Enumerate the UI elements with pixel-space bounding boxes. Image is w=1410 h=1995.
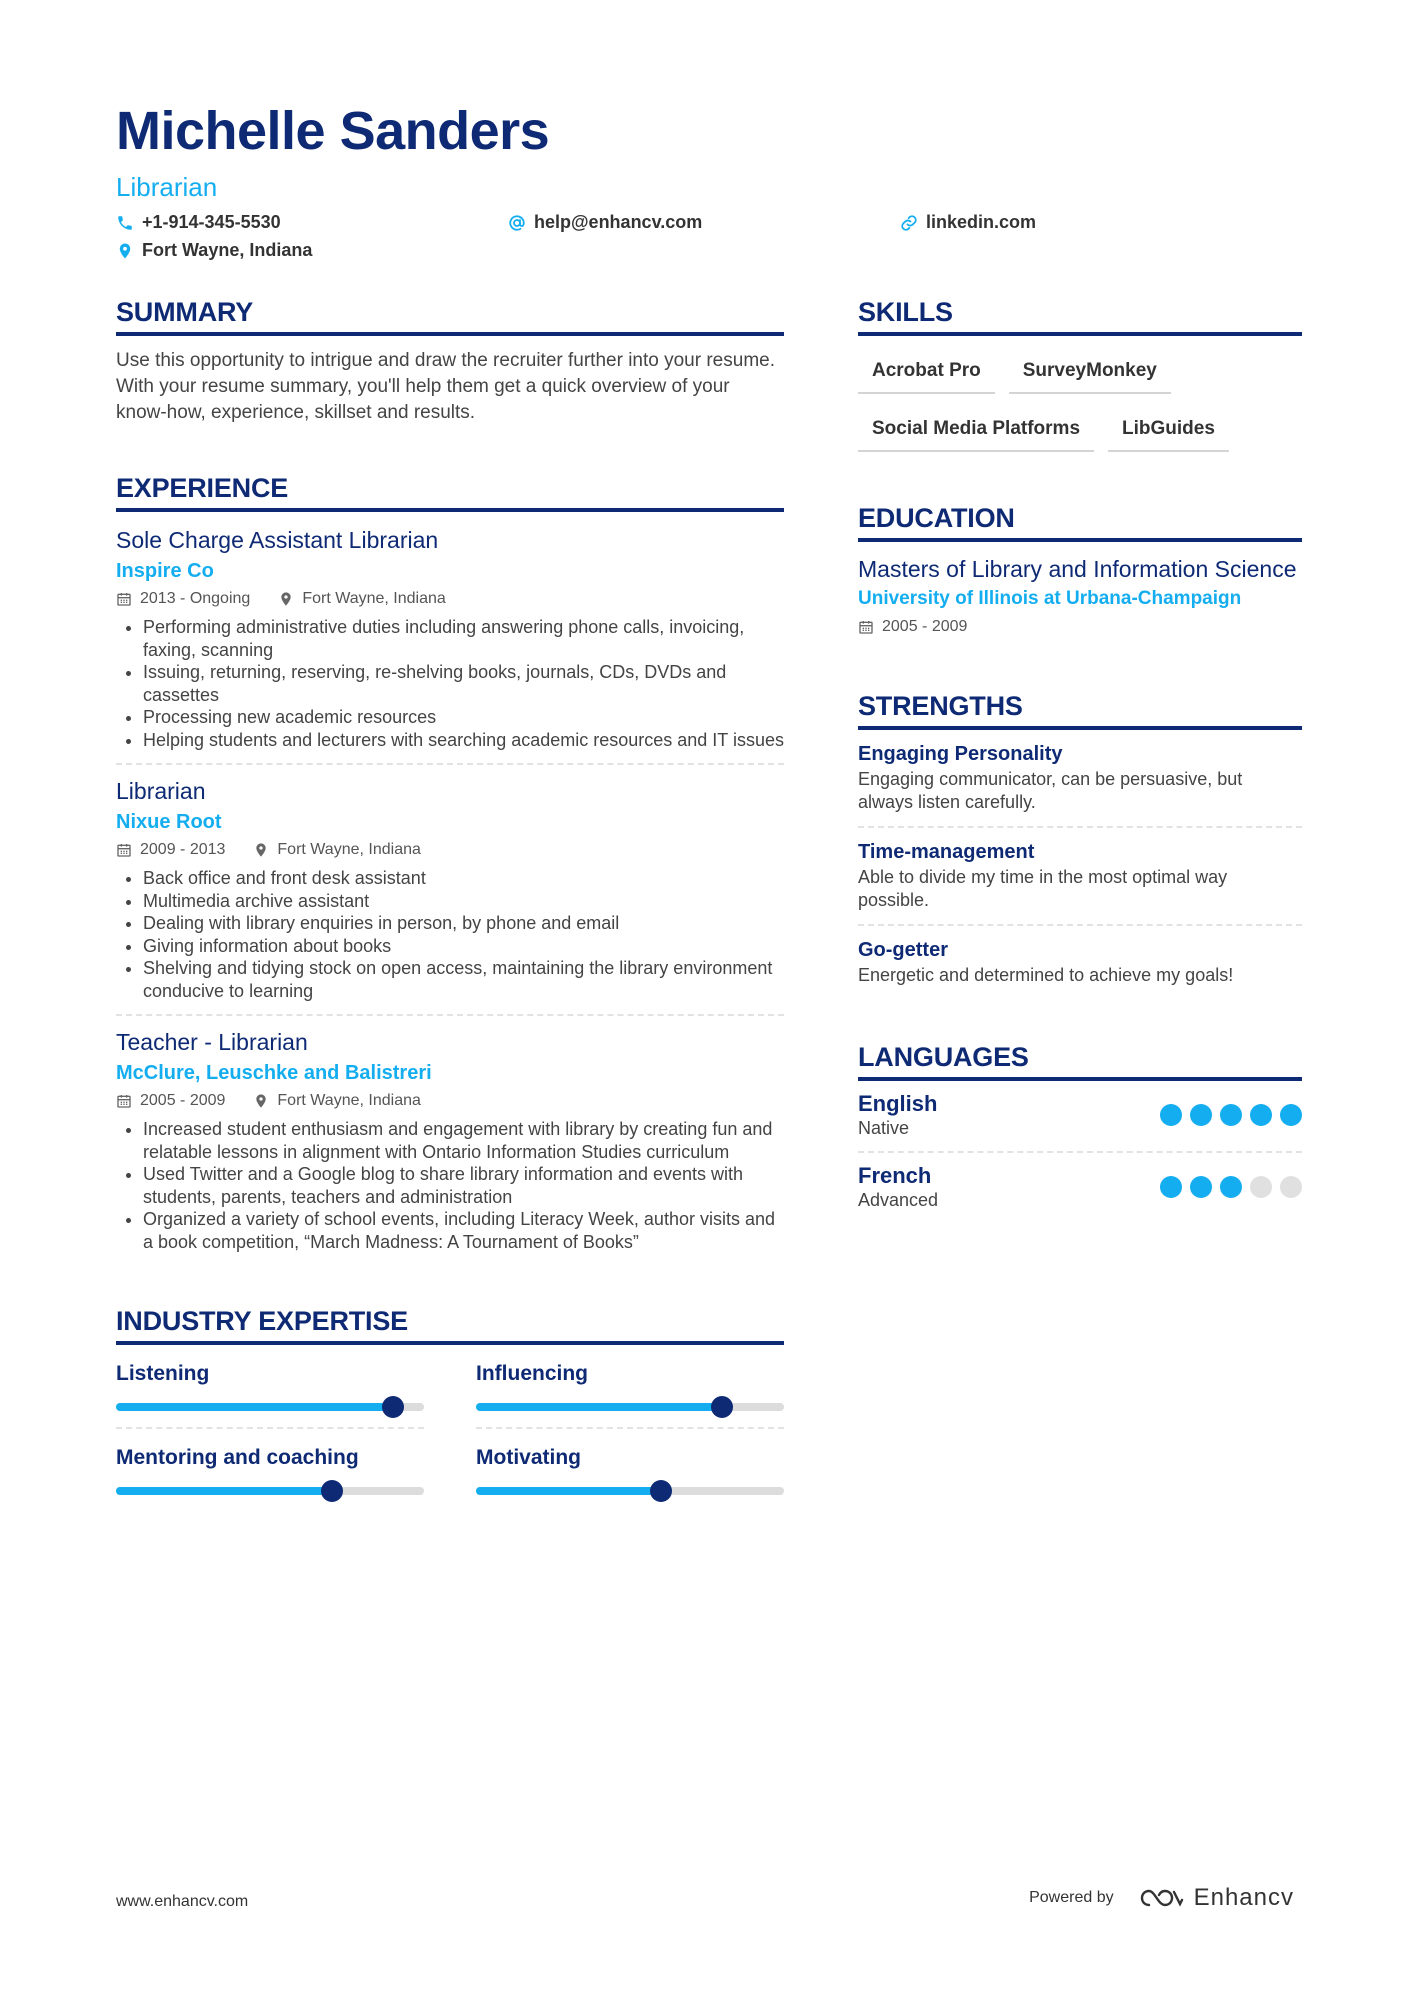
calendar-icon xyxy=(116,591,132,607)
experience-entry xyxy=(116,763,784,1014)
rating-dot xyxy=(1160,1176,1182,1198)
linkedin-text: linkedin.com xyxy=(926,212,1037,232)
education-dates: 2005 - 2009 xyxy=(882,618,968,635)
strength-desc: Able to divide my time in the most optimal way possible. xyxy=(858,867,1228,910)
expertise-bar-fill xyxy=(116,1403,393,1411)
rating-dot xyxy=(1220,1176,1242,1198)
rating-dot xyxy=(1190,1176,1212,1198)
expertise-label: Listening xyxy=(116,1362,210,1385)
bullet: • Performing administrative duties including answering phone calls, invoicing, faxing, scanning xyxy=(143,616,784,661)
skill-tag: SurveyMonkey xyxy=(1009,350,1171,394)
expertise-item xyxy=(476,1359,784,1429)
education-section xyxy=(858,500,1302,638)
expertise-item xyxy=(116,1443,424,1511)
job-location-text: Fort Wayne, Indiana xyxy=(277,1092,421,1109)
left-column xyxy=(116,294,784,1511)
skills-heading: SKILLS xyxy=(858,294,1302,336)
candidate-name: Michelle Sanders xyxy=(116,101,550,161)
at-sign-icon xyxy=(508,214,526,232)
skill-tag: LibGuides xyxy=(1108,408,1229,452)
enhancv-logo-icon xyxy=(1138,1886,1184,1910)
brand-name: Enhancv xyxy=(1193,1884,1294,1911)
education-degree: Masters of Library and Information Science xyxy=(858,556,1297,582)
contact-email[interactable] xyxy=(508,212,702,233)
resume-header xyxy=(116,96,1306,272)
right-column xyxy=(858,294,1302,1223)
bullet: • Back office and front desk assistant xyxy=(143,867,784,890)
job-dates: 2013 - Ongoing xyxy=(140,590,251,607)
expertise-label: Mentoring and coaching xyxy=(116,1446,359,1469)
bullet: • Processing new academic resources xyxy=(143,706,784,729)
bullet: • Multimedia archive assistant xyxy=(143,890,784,913)
rating-dot xyxy=(1190,1104,1212,1126)
expertise-bar-fill xyxy=(476,1487,661,1495)
contact-location xyxy=(116,240,312,261)
skills-section xyxy=(858,294,1302,466)
company-name: McClure, Leuschke and Balistreri xyxy=(116,1062,432,1084)
summary-heading: SUMMARY xyxy=(116,294,784,336)
rating-dot xyxy=(1220,1104,1242,1126)
summary-section xyxy=(116,294,784,426)
expertise-item xyxy=(476,1443,784,1511)
strength-desc: Engaging communicator, can be persuasive, but always listen carefully. xyxy=(858,769,1243,812)
experience-section xyxy=(116,470,784,1265)
calendar-icon xyxy=(116,842,132,858)
job-location xyxy=(253,839,420,861)
experience-entry xyxy=(116,524,784,763)
rating-dot xyxy=(1250,1176,1272,1198)
language-name: English xyxy=(858,1091,938,1116)
bullet: • Issuing, returning, reserving, re-shelving books, journals, CDs, DVDs and cassettes xyxy=(143,661,784,706)
expertise-bar-fill xyxy=(476,1403,722,1411)
calendar-icon xyxy=(116,1093,132,1109)
expertise-item xyxy=(116,1359,424,1429)
languages-heading: LANGUAGES xyxy=(858,1039,1302,1081)
job-location-text: Fort Wayne, Indiana xyxy=(277,841,421,858)
rating-dot xyxy=(1250,1104,1272,1126)
job-role: Librarian xyxy=(116,778,206,804)
link-icon xyxy=(900,214,918,232)
expertise-bar-knob xyxy=(711,1396,733,1418)
job-bullets xyxy=(116,1118,784,1253)
language-level: Advanced xyxy=(858,1190,939,1210)
job-meta xyxy=(116,588,784,610)
contact-phone[interactable] xyxy=(116,212,281,233)
expertise-bar-knob xyxy=(382,1396,404,1418)
languages-section xyxy=(858,1039,1302,1223)
job-meta xyxy=(116,839,784,861)
job-meta xyxy=(116,1090,784,1112)
bullet: • Used Twitter and a Google blog to share library information and events with students, parents, teachers and administration xyxy=(143,1163,784,1208)
bullet: • Giving information about books xyxy=(143,935,784,958)
education-school: University of Illinois at Urbana-Champaign xyxy=(858,588,1242,609)
expertise-label: Motivating xyxy=(476,1446,581,1469)
phone-icon xyxy=(116,214,134,232)
expertise-bar-fill xyxy=(116,1487,332,1495)
strength-title: Go-getter xyxy=(858,939,948,961)
language-rating xyxy=(1152,1176,1302,1198)
calendar-icon xyxy=(858,619,874,635)
footer-branding xyxy=(1029,1884,1294,1912)
language-rating xyxy=(1152,1104,1302,1126)
job-bullets xyxy=(116,867,784,1002)
expertise-heading: INDUSTRY EXPERTISE xyxy=(116,1303,784,1345)
strength-item xyxy=(858,826,1302,924)
job-dates: 2005 - 2009 xyxy=(140,1092,226,1109)
experience-entry xyxy=(116,1014,784,1265)
skill-tag: Social Media Platforms xyxy=(858,408,1094,452)
bullet: • Helping students and lecturers with searching academic resources and IT issues xyxy=(143,729,784,752)
bullet: • Increased student enthusiasm and engagement with library by creating fun and relatable lessons in alignment with Ontario Information Studies curriculum xyxy=(143,1118,784,1163)
candidate-title: Librarian xyxy=(116,172,218,202)
bullet: • Organized a variety of school events, including Literacy Week, author visits and a book competition, “March Madness: A Tournament of Books” xyxy=(143,1208,784,1253)
strength-title: Time-management xyxy=(858,841,1035,863)
strength-item xyxy=(858,730,1302,826)
strength-item xyxy=(858,924,1302,999)
job-location xyxy=(278,588,445,610)
expertise-section xyxy=(116,1303,784,1511)
experience-heading: EXPERIENCE xyxy=(116,470,784,512)
rating-dot xyxy=(1160,1104,1182,1126)
summary-text: Use this opportunity to intrigue and draw the recruiter further into your resume. With your resume summary, you'll help them get a quick overview of your know-how, experience, skillset and results. xyxy=(116,350,775,423)
strengths-section xyxy=(858,688,1302,999)
expertise-label: Influencing xyxy=(476,1362,588,1385)
email-text: help@enhancv.com xyxy=(534,212,703,232)
footer-website[interactable]: www.enhancv.com xyxy=(116,1893,249,1910)
rating-dot xyxy=(1280,1104,1302,1126)
expertise-bar-knob xyxy=(321,1480,343,1502)
language-level: Native xyxy=(858,1118,910,1138)
job-dates: 2009 - 2013 xyxy=(140,841,226,858)
job-role: Sole Charge Assistant Librarian xyxy=(116,527,439,553)
powered-by-text: Powered by xyxy=(1029,1889,1114,1906)
contact-linkedin[interactable] xyxy=(900,212,1036,233)
rating-dot xyxy=(1280,1176,1302,1198)
contact-info xyxy=(116,208,1306,272)
job-role: Teacher - Librarian xyxy=(116,1029,308,1055)
bullet: • Shelving and tidying stock on open access, maintaining the library environment conducive to learning xyxy=(143,957,784,1002)
education-meta xyxy=(858,616,1302,638)
expertise-bar xyxy=(476,1403,784,1411)
strength-title: Engaging Personality xyxy=(858,743,1063,765)
language-item xyxy=(858,1151,1302,1223)
job-location xyxy=(253,1090,420,1112)
company-name: Inspire Co xyxy=(116,560,214,582)
phone-text: +1-914-345-5530 xyxy=(142,212,281,232)
location-text: Fort Wayne, Indiana xyxy=(142,240,313,260)
expertise-bar xyxy=(476,1487,784,1495)
strength-desc: Energetic and determined to achieve my goals! xyxy=(858,965,1234,985)
bullet: • Dealing with library enquiries in person, by phone and email xyxy=(143,912,784,935)
company-name: Nixue Root xyxy=(116,811,222,833)
strengths-heading: STRENGTHS xyxy=(858,688,1302,730)
location-pin-icon xyxy=(116,242,134,260)
skill-tag: Acrobat Pro xyxy=(858,350,995,394)
language-name: French xyxy=(858,1163,932,1188)
brand-logo[interactable] xyxy=(1138,1884,1294,1912)
language-item xyxy=(858,1081,1302,1151)
education-heading: EDUCATION xyxy=(858,500,1302,542)
expertise-bar-knob xyxy=(650,1480,672,1502)
expertise-grid xyxy=(116,1359,784,1511)
location-pin-icon xyxy=(253,1093,269,1109)
location-pin-icon xyxy=(253,842,269,858)
location-pin-icon xyxy=(278,591,294,607)
job-bullets xyxy=(116,616,784,751)
job-location-text: Fort Wayne, Indiana xyxy=(302,590,446,607)
expertise-bar xyxy=(116,1487,424,1495)
expertise-bar xyxy=(116,1403,424,1411)
skills-list xyxy=(858,350,1302,466)
